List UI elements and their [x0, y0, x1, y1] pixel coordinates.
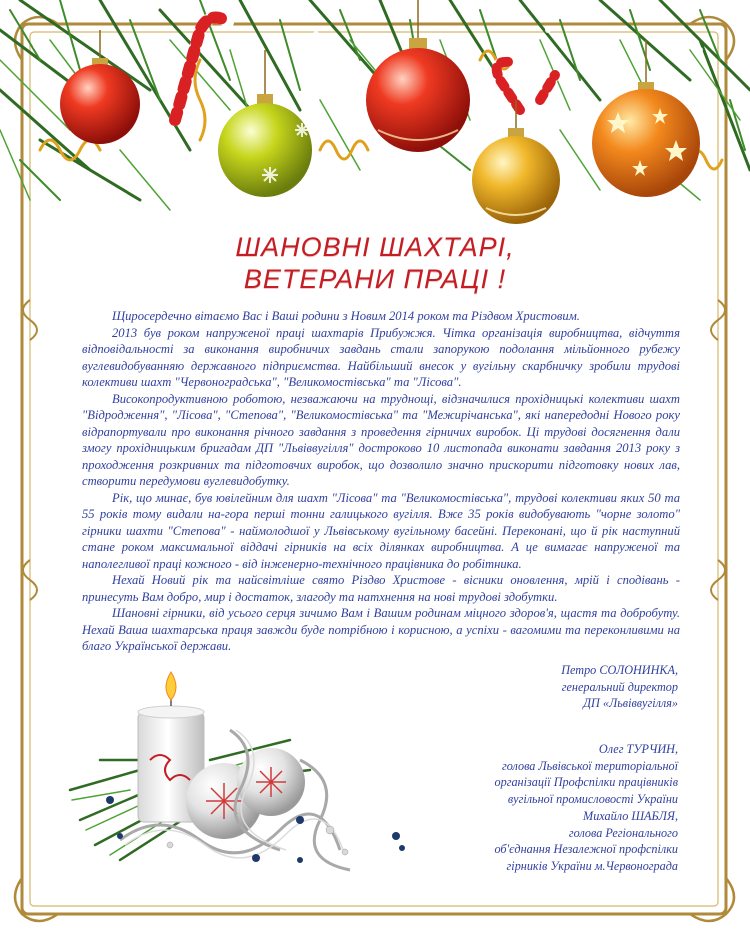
- signature-block-3: [378, 808, 678, 874]
- paragraph: Високопродуктивною роботою, незважаючи на труднощі, відзначилися прохідницькі колективи шахт "Відродження", "Лісова", "Степова", "Великомостівська" та "Межирічанська", які напередодні Нового року відрапортували про виконання річного завдання з проведення гірничих виробок. Ці трудові досягнення дали змогу прохідницьким бригадам ДП "Львіввугілля" достроково 10 листопада виконати завдання 2013 року з проходження розкривних та підготовчих виробок, що дозволило значно прискорити підготовку нових лав, створити передумови вуглевидобутку.: [82, 391, 680, 488]
- signer-org: гірників України м.Червонограда: [506, 858, 678, 873]
- signature-block-2: [378, 741, 678, 807]
- signer-name: Олег ТУРЧИН,: [598, 742, 678, 756]
- signature-block-1: [378, 662, 678, 712]
- signer-name: Петро СОЛОНИНКА,: [561, 663, 678, 677]
- signer-org: вугільної промисловості України: [507, 791, 678, 806]
- candle-composition: [70, 672, 405, 870]
- signer-title: голова Регіонального: [568, 825, 678, 840]
- signer-title: генеральний директор: [561, 679, 678, 694]
- signer-org: ДП «Львіввугілля»: [583, 696, 678, 710]
- paragraph: Щиросердечно вітаємо Вас і Ваші родини з Новим 2014 роком та Різдвом Христовим.: [112, 309, 580, 323]
- signer-title: голова Львівської територіальної: [501, 758, 678, 773]
- title-line-2: ВЕТЕРАНИ ПРАЦІ !: [243, 264, 507, 294]
- paragraph: Шановні гірники, від усього серця зичимо Вам і Вашим родинам міцного здоров'я, щастя та добробуту. Нехай Ваша шахтарська праця завжди буде потрібною і корисною, а успіхи - вагомими та переконливими на благо Української держави.: [82, 606, 680, 653]
- letter-body: [82, 308, 680, 655]
- signer-org: організації Профспілки працівників: [494, 775, 678, 789]
- signer-org: об'єднання Незалежної профспілки: [494, 842, 678, 856]
- signer-name: Михайло ШАБЛЯ,: [583, 809, 678, 823]
- paragraph: Рік, що минає, був ювілейним для шахт "Лісова" та "Великомостівська", трудові колективи яких 50 та 55 років тому видали на-гора перші тонни галицького вугілля. Вже 35 років видобувають "чорне золото" гірники шахти "Степова" - наймолодшої у Львівському вугільному басейні. Переконані, що й рік наступний стане роком максимальної віддачі гірників на всіх ділянках виробництва. А це вимагає напруженої та наполегливої праці кожного - від інженерно-технічного працівника до робітника.: [82, 490, 680, 571]
- paragraph: Нехай Новий рік та найсвітліше свято Різдво Христове - вісники оновлення, мрій і сподівань - принесуть Вам добро, мир і достаток, злагоду та натхнення на нові трудові здобутки.: [82, 573, 680, 604]
- candy-canes: [175, 18, 555, 121]
- title-line-1: ШАНОВНІ ШАХТАРІ,: [235, 232, 515, 262]
- paragraph: 2013 був роком напруженої праці шахтарів Прибужжя. Чітка організація виробництва, відчуття відповідальності за виконання виробничих завдань стали запорукою подолання мільйонного рубежу вуглевидобуванняю державного підприємства. Найбільший внесок у вугільну скарбничку зробили трудові колективи шахт "Червоноградська", "Великомостівська" та "Лісова".: [82, 325, 680, 389]
- christmas-ornaments: [60, 0, 700, 224]
